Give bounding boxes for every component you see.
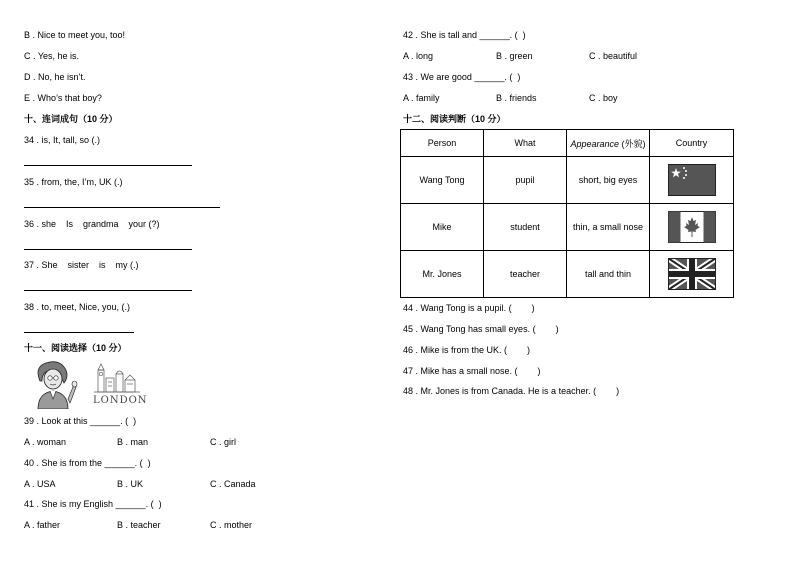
answer-line-36[interactable] (24, 249, 192, 250)
table-row (401, 251, 734, 298)
q40-option-c[interactable]: C . Canada (210, 479, 256, 489)
question-42: 42 . She is tall and ______. ( ) (403, 30, 526, 40)
q40-option-b[interactable]: B . UK (117, 479, 144, 489)
row-country (650, 204, 734, 251)
statement-45: 45 . Wang Tong has small eyes. ( ) (403, 324, 559, 334)
header-appearance-cn: (外貌) (621, 138, 646, 149)
section-12-title: 十二、阅读判断（10 分） (403, 114, 506, 124)
question-37: 37 . She sister is my (.) (24, 260, 139, 270)
canada-flag-icon (668, 211, 716, 243)
question-36: 36 . she Is grandma your (?) (24, 219, 160, 229)
table-header-row (401, 130, 734, 157)
header-appearance-en: Appearance (570, 138, 620, 149)
statement-47: 47 . Mike has a small nose. ( ) (403, 366, 541, 376)
row-what: pupil (484, 157, 567, 204)
question-34: 34 . is, It, tall, so (.) (24, 135, 101, 145)
question-43: 43 . We are good ______. ( ) (403, 72, 521, 82)
table-row (401, 157, 734, 204)
row-what: teacher (484, 251, 567, 298)
q40-option-a[interactable]: A . USA (24, 479, 56, 489)
question-39: 39 . Look at this ______. ( ) (24, 416, 137, 426)
option-b: B . Nice to meet you, too! (24, 30, 126, 40)
q42-option-a[interactable]: A . long (403, 51, 434, 61)
question-40: 40 . She is from the ______. ( ) (24, 458, 151, 468)
q43-option-a[interactable]: A . family (403, 93, 440, 103)
header-appearance (567, 130, 650, 157)
q42-option-b[interactable]: B . green (496, 51, 533, 61)
q43-option-b[interactable]: B . friends (496, 93, 537, 103)
header-what: What (484, 130, 567, 157)
option-d: D . No, he isn’t. (24, 72, 86, 82)
china-flag-icon (668, 164, 716, 196)
statement-44: 44 . Wang Tong is a pupil. ( ) (403, 303, 535, 313)
q39-option-a[interactable]: A . woman (24, 437, 67, 447)
q41-option-c[interactable]: C . mother (210, 520, 253, 530)
question-35: 35 . from, the, I’m, UK (.) (24, 177, 123, 187)
uk-flag-icon (668, 258, 716, 290)
info-table (400, 129, 734, 298)
london-label: LONDON (93, 395, 148, 406)
answer-line-35[interactable] (24, 207, 220, 208)
option-c: C . Yes, he is. (24, 51, 80, 61)
q42-option-c[interactable]: C . beautiful (589, 51, 638, 61)
row-appearance: tall and thin (567, 251, 650, 298)
statement-48: 48 . Mr. Jones is from Canada. He is a teacher. ( ) (403, 386, 620, 396)
row-appearance: thin, a small nose (567, 204, 650, 251)
q43-option-c[interactable]: C . boy (589, 93, 618, 103)
row-what: student (484, 204, 567, 251)
row-person: Mike (401, 204, 484, 251)
section-11-title: 十一、阅读选择（10 分） (24, 343, 127, 353)
answer-line-34[interactable] (24, 165, 192, 166)
question-41: 41 . She is my English ______. ( ) (24, 499, 162, 509)
q41-option-a[interactable]: A . father (24, 520, 61, 530)
row-country (650, 251, 734, 298)
option-e: E . Who’s that boy? (24, 93, 102, 103)
answer-line-37[interactable] (24, 290, 192, 291)
answer-line-38[interactable] (24, 332, 134, 333)
q39-option-c[interactable]: C . girl (210, 437, 237, 447)
q39-option-b[interactable]: B . man (117, 437, 149, 447)
header-person: Person (401, 130, 484, 157)
question-38: 38 . to, meet, Nice, you, (.) (24, 302, 131, 312)
row-person: Wang Tong (401, 157, 484, 204)
row-appearance: short, big eyes (567, 157, 650, 204)
table-row (401, 204, 734, 251)
header-country: Country (650, 130, 734, 157)
teacher-woman-illustration (28, 359, 78, 409)
section-10-title: 十、连词成句（10 分） (24, 114, 118, 124)
q41-option-b[interactable]: B . teacher (117, 520, 161, 530)
statement-46: 46 . Mike is from the UK. ( ) (403, 345, 531, 355)
row-person: Mr. Jones (401, 251, 484, 298)
row-country (650, 157, 734, 204)
